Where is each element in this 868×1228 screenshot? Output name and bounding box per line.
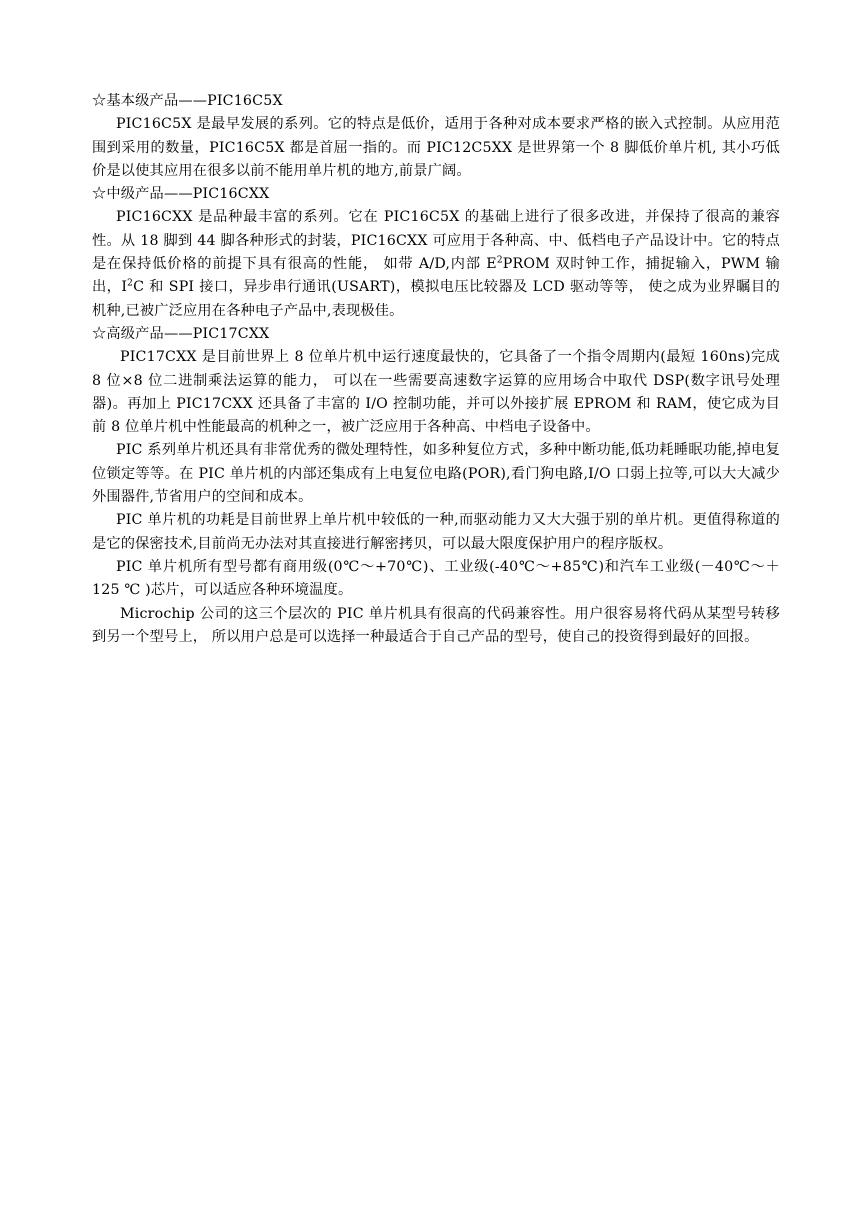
paragraph-pic-features: PIC 系列单片机还具有非常优秀的微处理特性，如多种复位方式，多种中断功能,低功耗睡眠功能,掉电复位锁定等等。在 PIC 单片机的内部还集成有上电复位电路(POR),看门狗电路,I/O 口弱上拉等,可以大大减少外围器件,节省用户的空间和成本。 (92, 442, 780, 506)
superscript-i2: 2 (127, 278, 134, 289)
heading-basic-level: ☆基本级产品——PIC16C5X (92, 93, 283, 109)
heading-high-level: ☆高级产品——PIC17CXX (92, 325, 270, 342)
paragraph-pic16cxx-part2: PROM 双时钟工作，捕捉输入，PWM 输出，I (92, 256, 780, 296)
superscript-e2: 2 (496, 255, 503, 266)
paragraph-pic-power: PIC 单片机的功耗是目前世界上单片机中较低的一种,而驱动能力又大大强于别的单片机。更值得称道的是它的保密技术,目前尚无办法对其直接进行解密拷贝，可以最大限度保护用户的程序版权。 (92, 512, 780, 552)
heading-mid-level: ☆中级产品——PIC16CXX (92, 186, 270, 203)
paragraph-pic16c5x: PIC16C5X 是最早发展的系列。它的特点是低价，适用于各种对成本要求严格的嵌入式控制。从应用范围到采用的数量，PIC16C5X 都是首屈一指的。而 PIC12C5XX 是世界第一个 8 脚低价单片机, 其小巧低价是以使其应用在很多以前不能用单片机的地方,前景广阔。 (92, 116, 780, 179)
paragraph-pic16cxx-part3: C 和 SPI 接口，异步串行通讯(USART)，模拟电压比较器及 LCD 驱动等等， 使之成为业界瞩目的机种,已被广泛应用在各种电子产品中,表现极佳。 (92, 279, 780, 319)
paragraph-pic-temperature: PIC 单片机所有型号都有商用级(0℃～+70℃)、工业级(-40℃～+85℃)和汽车工业级(－40℃～＋125 ℃ )芯片，可以适应各种环境温度。 (92, 558, 780, 599)
paragraph-pic16cxx-part1: PIC16CXX 是品种最丰富的系列。它在 PIC16C5X 的基础上进行了很多改进，并保持了很高的兼容性。从 18 脚到 44 脚各种形式的封装，PIC16CXX 可应用于各种高、中、低档电子产品设计中。它的特点是在保持低价格的前提下具有很高的性能， 如带 A/D,内部 E (92, 209, 780, 273)
document-body (92, 90, 780, 649)
paragraph-pic16cxx (92, 206, 780, 322)
paragraph-microchip-compat: Microchip 公司的这三个层次的 PIC 单片机具有很高的代码兼容性。用户很容易将代码从某型号转移到另一个型号上， 所以用户总是可以选择一种最适合于自己产品的型号，使自己的投资得到最好的回报。 (92, 605, 780, 645)
paragraph-pic17cxx: PIC17CXX 是目前世界上 8 位单片机中运行速度最快的，它具备了一个指令周期内(最短 160ns)完成 8 位×8 位二进制乘法运算的能力， 可以在一些需要高速数字运算的应用场合中取代 DSP(数字讯号处理器)。再加上 PIC17CXX 还具备了丰富的 I/O 控制功能，并可以外接扩展 EPROM 和 RAM，使它成为目前 8 位单片机中性能最高的机种之一，被广泛应用于各种高、中档电子设备中。 (92, 349, 780, 436)
